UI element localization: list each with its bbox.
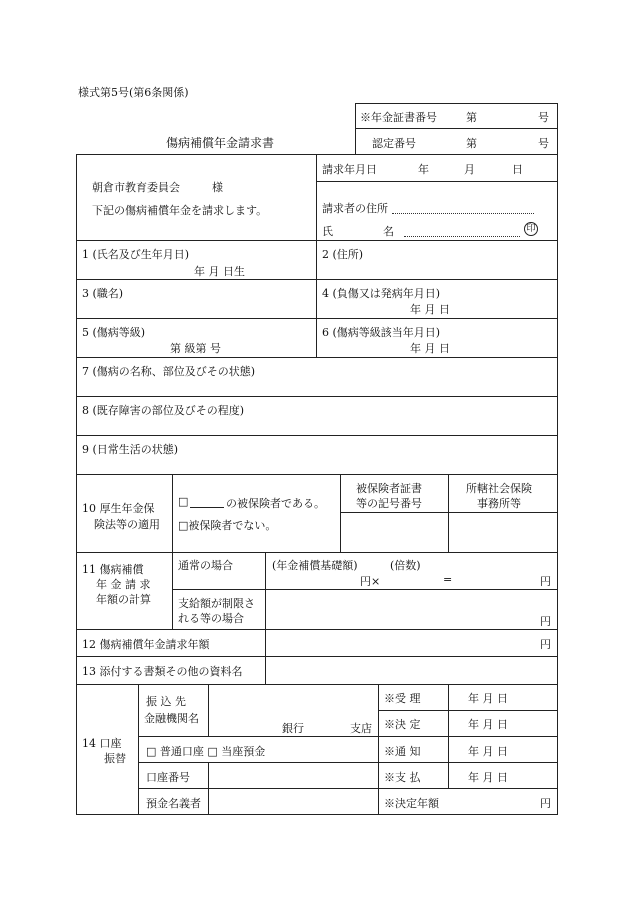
rule [378,684,379,815]
formula-mult-label: (倍数) [390,559,421,572]
pension-cert-label: ※年金証書番号 [360,111,437,124]
rule [138,684,139,815]
section-13-label: 13 添付する書類その他の資料名 [82,665,243,678]
rule [76,357,558,358]
rule [76,154,77,815]
rule [76,656,558,657]
receipt-date: 年 月 日 [468,692,508,705]
limited-case-label-1: 支給額が制限さ [178,597,255,610]
notice-label: ※通 知 [384,745,421,758]
item-6-date: 年 月 日 [410,342,450,355]
seal-mark: 印 [524,222,538,236]
item-3-label: 3 (職名) [82,287,124,300]
section-11-label-3: 年額の計算 [96,593,151,606]
rule [172,552,173,630]
section-12-yen: 円 [540,638,551,651]
item-1-date: 年 月 日生 [194,265,245,278]
rule [448,474,449,552]
address-field[interactable] [392,213,534,214]
approval-go: 号 [538,137,549,150]
rule [557,154,558,815]
form-number: 様式第5号(第6条関係) [78,86,189,99]
office-header-2: 事務所等 [477,497,521,510]
account-type-options[interactable]: □ 普通口座 □ 当座預金 [146,745,266,758]
rule [340,474,341,552]
rule [378,710,557,711]
section-10-label-1: 10 厚生年金保 [82,502,155,515]
pension-cert-go: 号 [538,111,549,124]
item-2-label: 2 (住所) [322,248,364,261]
rule [355,128,558,129]
section-10-label-2: 険法等の適用 [94,518,160,531]
rule [172,474,173,552]
addressee-sama: 様 [212,181,223,194]
item-1-label: 1 (氏名及び生年月日) [82,248,190,261]
rule [76,396,558,397]
item-5-label: 5 (傷病等級) [82,326,146,339]
insured-checkbox[interactable]: □ [178,495,189,508]
rule [76,684,558,685]
formula-yen: 円 [540,575,551,588]
addressee-name: 朝倉市教育委員会 [92,181,180,194]
not-insured-option[interactable]: □被保険者でない。 [178,519,277,532]
rule [76,435,558,436]
decided-amount-label: ※決定年額 [384,797,439,810]
account-holder-label: 預金名義者 [146,797,201,810]
normal-case-label: 通常の場合 [178,559,233,572]
rule [557,103,558,154]
item-8-label: 8 (既存障害の部位及びその程度) [82,404,245,417]
rule [138,788,557,789]
bank-suffix: 銀行 [282,722,304,735]
section-12-label: 12 傷病補償年金請求年額 [82,638,210,651]
formula-base-label: (年金補償基礎額) [272,559,358,572]
rule [76,318,558,319]
notice-date: 年 月 日 [468,745,508,758]
item-4-date: 年 月 日 [410,303,450,316]
rule [76,629,558,630]
rule [355,103,356,154]
pension-cert-dai: 第 [466,111,477,124]
rule [172,589,557,590]
rule [340,512,557,513]
item-4-label: 4 (負傷又は発病年月日) [322,287,441,300]
name-field[interactable] [404,236,520,237]
formula-yen-times: 円× [360,575,381,588]
rule [76,474,558,475]
section-11-label-2: 年 金 請 求 [96,578,151,591]
receipt-label: ※受 理 [384,692,421,705]
insurance-type-field[interactable] [190,507,224,508]
decision-label: ※決 定 [384,718,421,731]
rule [355,103,558,104]
item-9-label: 9 (日常生活の状態) [82,443,179,456]
insured-text: の被保険者である。 [226,497,325,510]
approval-dai: 第 [466,137,477,150]
claimant-address-label: 請求者の住所 [322,202,388,215]
rule [76,552,558,553]
rule [76,240,558,241]
item-7-label: 7 (傷病の名称、部位及びその状態) [82,365,256,378]
transfer-bank-label-1: 振 込 先 [146,695,186,708]
claim-date-month: 月 [464,163,475,176]
rule [138,762,557,763]
section-14-label-1: 14 口座 [82,737,122,750]
claim-date-label: 請求年月日 [322,163,377,176]
office-header-1: 所轄社会保険 [466,482,532,495]
branch-suffix: 支店 [350,722,372,735]
section-11-label-1: 11 傷病補償 [82,563,144,576]
rule [138,736,557,737]
limited-case-label-2: れる等の場合 [178,612,244,625]
section-14-label-2: 振替 [104,752,126,765]
claimant-name-label-2: 名 [383,225,394,238]
claimant-name-label-1: 氏 [322,225,333,238]
cert-number-header-2: 等の記号番号 [356,497,422,510]
decision-date: 年 月 日 [468,718,508,731]
formula-equals: = [443,573,453,586]
rule [316,240,317,357]
claim-date-day: 日 [512,163,523,176]
claim-date-year: 年 [418,163,429,176]
item-6-label: 6 (傷病等級該当年月日) [322,326,441,339]
rule [316,154,317,240]
rule [76,814,558,815]
rule [316,181,557,182]
rule [208,684,209,737]
rule [265,552,266,630]
rule [76,154,558,155]
limited-case-yen: 円 [540,615,551,628]
account-number-label: 口座番号 [146,771,190,784]
claim-statement: 下記の傷病補償年金を請求します。 [92,204,268,217]
approval-label: 認定番号 [372,137,416,150]
form-title: 傷病補償年金請求書 [166,136,275,150]
payment-label: ※支 払 [384,771,421,784]
item-5-value: 第 級第 号 [170,342,221,355]
cert-number-header-1: 被保険者証書 [356,482,422,495]
transfer-bank-label-2: 金融機関名 [144,712,199,725]
payment-date: 年 月 日 [468,771,508,784]
decided-amount-yen: 円 [540,797,551,810]
rule [76,279,558,280]
